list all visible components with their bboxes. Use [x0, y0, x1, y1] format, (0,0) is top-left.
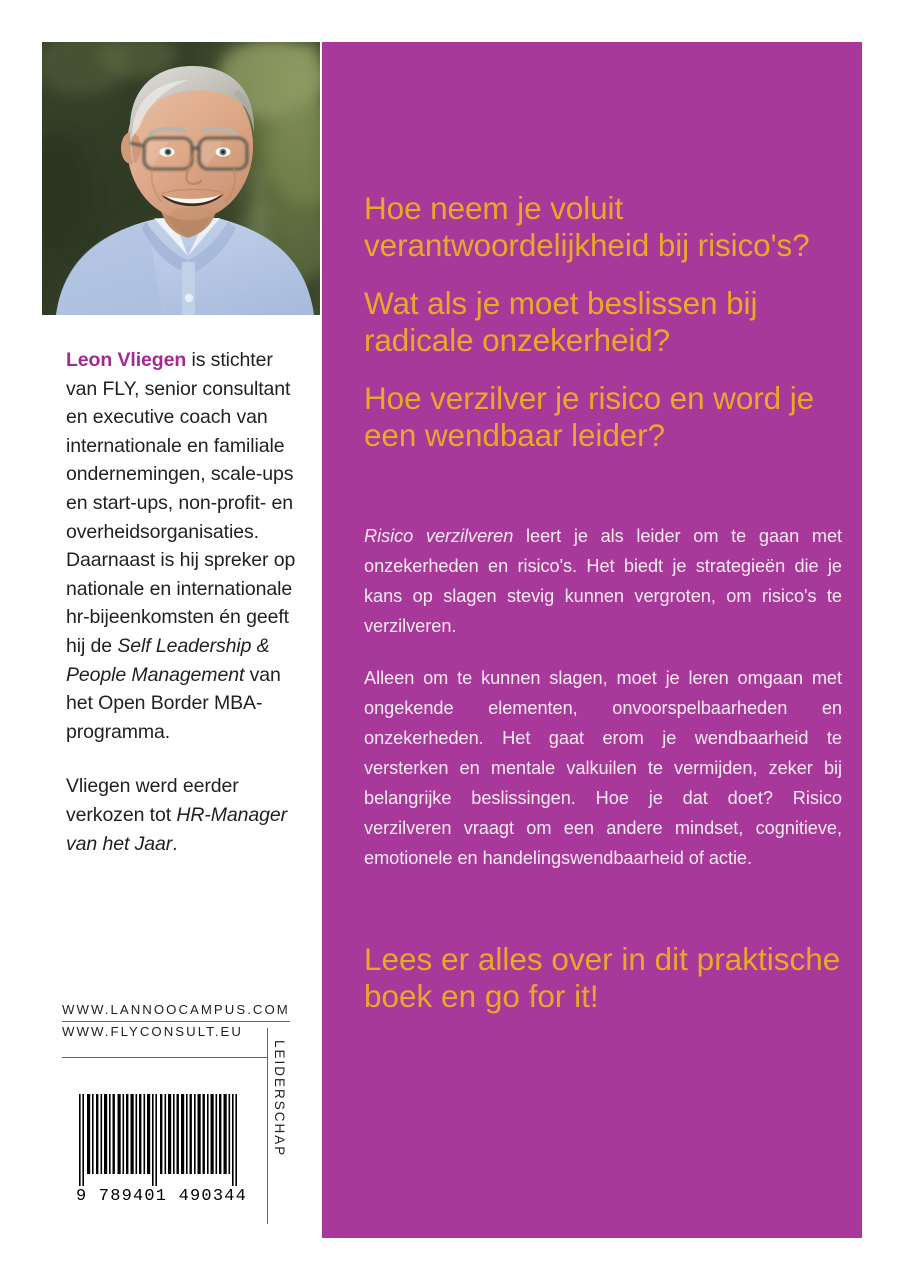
- bio-text-tail: van het Open Border MBA-programma.: [66, 663, 281, 743]
- blurb-paragraph-1: [364, 521, 842, 641]
- category-label-leiderschap: LEIDERSCHAP: [272, 1040, 287, 1158]
- isbn-barcode: [76, 1094, 248, 1206]
- copy-spacer: [364, 475, 842, 521]
- award-tail-text: .: [172, 832, 178, 855]
- author-name: Leon Vliegen: [66, 349, 187, 371]
- award-lead-text: Vliegen werd eerder verkozen tot: [66, 775, 239, 826]
- blurb-paragraph-2: Alleen om te kunnen slagen, moet je leren omgaan met ongekende elementen, onvoorspelbaarheden en onzekerheden. Het gaat erom je wendbaarheid te versterken en mentale valkuilen te vermijden, zeker bij belangrijke beslissingen. Hoe je dat doet? Risico verzilveren vraagt om een andere mindset, cognitieve, emotionele en handelingswendbaarheid of actie.: [364, 668, 842, 868]
- cta-spacer: [364, 895, 842, 941]
- bio-text-lead: is stichter van FLY, senior consultant en executive coach van internationale en familiale ondernemingen, scale-ups en start-ups, non-profit- en overheidsorganisaties. Daarnaast is hij spreker op nationale en internationale hr-bijeenkomsten én geeft hij de: [66, 349, 296, 657]
- headline-question-3: Hoe verzilver je risico en word je een wendbaar leider?: [364, 380, 815, 453]
- url-divider-rule-bottom: [62, 1057, 268, 1058]
- spine-vertical-rule: [267, 1028, 268, 1224]
- website-urls-block: [62, 1000, 290, 1043]
- author-bio-paragraph-2: [66, 772, 296, 858]
- author-url-row: [62, 1022, 290, 1043]
- call-to-action-text: Lees er alles over in dit praktische boek en go for it!: [364, 941, 841, 1014]
- author-bio-column: [66, 346, 296, 884]
- isbn-number: 9 789401 490344: [76, 1187, 248, 1206]
- headline-question-2: Wat als je moet beslissen bij radicale onzekerheid?: [364, 285, 758, 358]
- back-cover-copy: [364, 190, 842, 1015]
- author-portrait-photo: [42, 42, 320, 315]
- author-bio-paragraph-1: [66, 346, 296, 746]
- barcode-bars: [76, 1094, 240, 1186]
- course-title: Self Leadership & People Management: [66, 634, 270, 686]
- author-url[interactable]: WWW.FLYCONSULT.EU: [62, 1024, 243, 1039]
- book-title-italic: Risico verzilveren: [364, 526, 514, 546]
- award-title: HR-Manager van het Jaar: [66, 803, 287, 855]
- publisher-url[interactable]: WWW.LANNOOCAMPUS.COM: [62, 1002, 290, 1017]
- headline-question-1: Hoe neem je voluit verantwoordelijkheid bij risico's?: [364, 190, 810, 263]
- blurb-paragraph-1-text: leert je als leider om te gaan met onzekerheden en risico's. Het biedt je strategieën die je kans op slagen stevig kunnen vergroten, om risico's te verzilveren.: [364, 526, 843, 636]
- portrait-illustration: [42, 42, 320, 315]
